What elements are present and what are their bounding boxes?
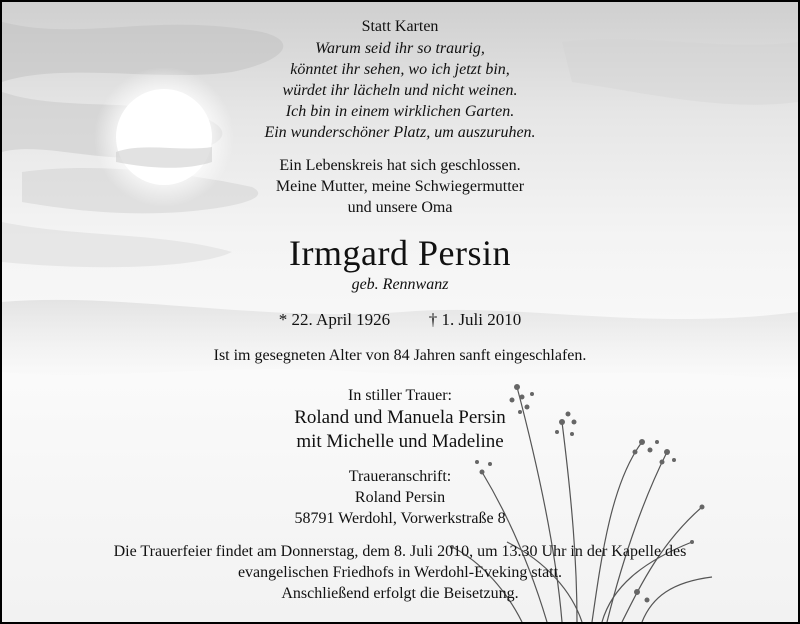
deceased-name: Irmgard Persin bbox=[289, 233, 511, 273]
mourners-label: In stiller Trauer: bbox=[348, 387, 452, 404]
funeral-line: evangelischen Friedhofs in Werdohl-Eveking statt. bbox=[237, 564, 563, 581]
address-line: Roland Persin bbox=[354, 489, 446, 506]
intro-line: Meine Mutter, meine Schwiegermutter bbox=[275, 178, 525, 195]
poem-line: Warum seid ihr so traurig, bbox=[315, 40, 485, 57]
statement: Ist im gesegneten Alter von 84 Jahren sanft eingeschlafen. bbox=[213, 347, 587, 364]
address-label: Traueranschrift: bbox=[348, 468, 452, 485]
birth-name: geb. Rennwanz bbox=[351, 276, 449, 293]
poem-line: Ein wunderschöner Platz, um auszuruhen. bbox=[264, 124, 536, 141]
poem-line: würdet ihr lächeln und nicht weinen. bbox=[282, 82, 518, 99]
mourner-line: Roland und Manuela Persin bbox=[294, 407, 506, 428]
death-date: † 1. Juli 2010 bbox=[428, 310, 522, 329]
life-dates bbox=[2, 310, 798, 330]
intro-line: Ein Lebenskreis hat sich geschlossen. bbox=[279, 157, 521, 174]
header-title: Statt Karten bbox=[361, 18, 439, 35]
intro-line: und unsere Oma bbox=[347, 199, 453, 216]
funeral-line: Anschließend erfolgt die Beisetzung. bbox=[281, 585, 519, 602]
birth-date: * 22. April 1926 bbox=[278, 310, 391, 329]
poem-line: könntet ihr sehen, wo ich jetzt bin, bbox=[290, 61, 510, 78]
mourner-line: mit Michelle und Madeline bbox=[296, 431, 504, 452]
funeral-line: Die Trauerfeier findet am Donnerstag, dem 8. Juli 2010, um 13.30 Uhr in der Kapelle des bbox=[113, 543, 687, 560]
poem-line: Ich bin in einem wirklichen Garten. bbox=[285, 103, 515, 120]
address-line: 58791 Werdohl, Vorwerkstraße 8 bbox=[294, 510, 506, 527]
